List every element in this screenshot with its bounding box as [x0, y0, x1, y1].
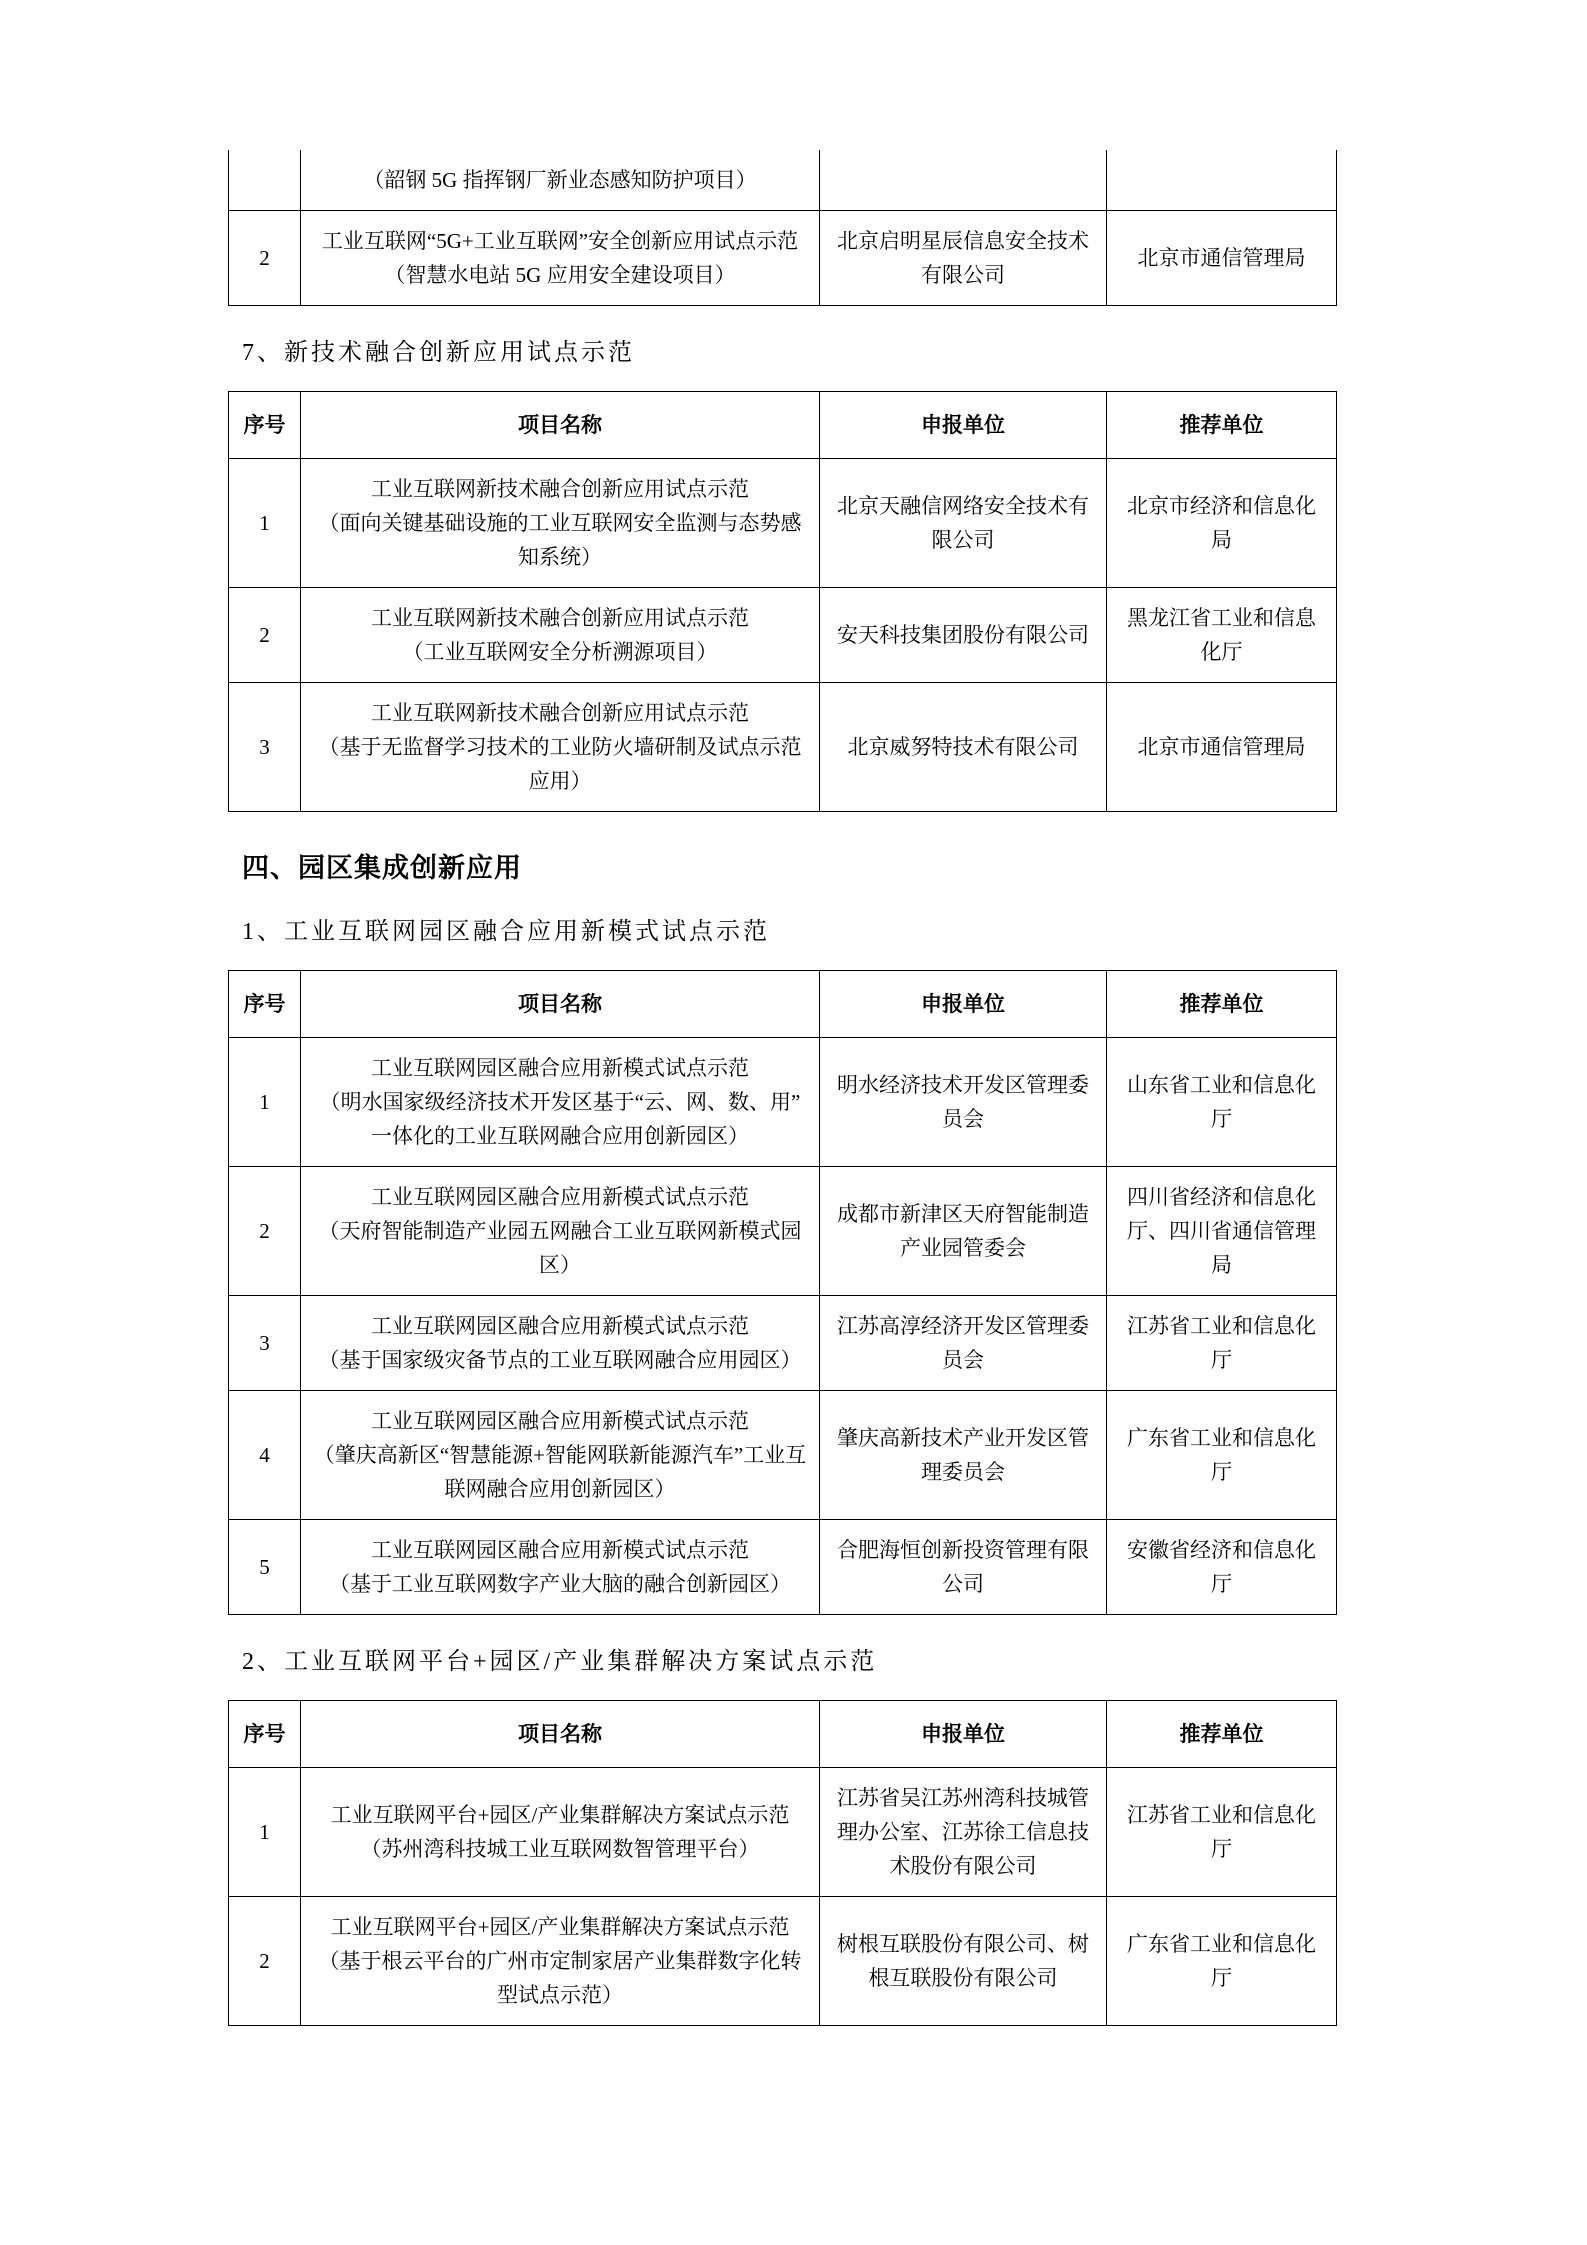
project-name-line: 工业互联网新技术融合创新应用试点示范 — [371, 477, 749, 501]
table-row — [229, 588, 1337, 683]
recommender-cell: 四川省经济和信息化厅、四川省通信管理局 — [1107, 1167, 1337, 1296]
table-row — [229, 211, 1337, 306]
recommender-cell: 安徽省经济和信息化厅 — [1107, 1520, 1337, 1615]
table-row — [229, 1296, 1337, 1391]
project-name-cell — [301, 1520, 820, 1615]
table-row — [229, 150, 1337, 211]
row-number-cell: 1 — [229, 459, 301, 588]
project-name-line: 工业互联网园区融合应用新模式试点示范 — [371, 1185, 749, 1209]
row-number-cell: 2 — [229, 1897, 301, 2026]
project-name-line: 工业互联网“5G+工业互联网”安全创新应用试点示范 — [321, 229, 799, 253]
recommender-cell: 广东省工业和信息化厅 — [1107, 1391, 1337, 1520]
applicant-cell: 树根互联股份有限公司、树根互联股份有限公司 — [820, 1897, 1107, 2026]
column-header: 申报单位 — [820, 1701, 1107, 1768]
table-row — [229, 1391, 1337, 1520]
project-name-line: 工业互联网新技术融合创新应用试点示范 — [371, 606, 749, 630]
column-header: 推荐单位 — [1107, 1701, 1337, 1768]
section-heading-park-integration: 四、园区集成创新应用 — [242, 853, 522, 883]
project-name-line: （工业互联网安全分析溯源项目） — [402, 640, 718, 664]
project-name-line: （天府智能制造产业园五网融合工业互联网新模式园区） — [318, 1219, 802, 1277]
table-header-row — [229, 971, 1337, 1038]
recommender-cell: 山东省工业和信息化厅 — [1107, 1038, 1337, 1167]
table-container-park-fusion — [228, 970, 1337, 1615]
subsection-heading-park-fusion: 1、工业互联网园区融合应用新模式试点示范 — [242, 919, 770, 945]
table-container-new-tech — [228, 391, 1337, 812]
table-row — [229, 459, 1337, 588]
row-number-cell: 2 — [229, 1167, 301, 1296]
platform-park-cluster-table — [228, 1700, 1337, 2026]
project-name-cell — [301, 211, 820, 306]
table-header-row — [229, 392, 1337, 459]
column-header: 推荐单位 — [1107, 392, 1337, 459]
column-header: 序号 — [229, 392, 301, 459]
row-number-cell: 1 — [229, 1038, 301, 1167]
project-name-cell — [301, 1897, 820, 2026]
applicant-cell: 江苏高淳经济开发区管理委员会 — [820, 1296, 1107, 1391]
project-name-line: （基于无监督学习技术的工业防火墙研制及试点示范应用） — [318, 735, 802, 793]
project-name-line: （面向关键基础设施的工业互联网安全监测与态势感知系统） — [318, 511, 802, 569]
table-container-platform-cluster — [228, 1700, 1337, 2026]
table-container-security-5g — [228, 150, 1337, 306]
project-name-line: （肇庆高新区“智慧能源+智能网联新能源汽车”工业互联网融合应用创新园区） — [313, 1443, 807, 1501]
table-row — [229, 1768, 1337, 1897]
project-name-cell — [301, 588, 820, 683]
applicant-cell: 江苏省吴江苏州湾科技城管理办公室、江苏徐工信息技术股份有限公司 — [820, 1768, 1107, 1897]
row-number-cell: 3 — [229, 1296, 301, 1391]
row-number-cell: 2 — [229, 588, 301, 683]
project-name-line: （基于国家级灾备节点的工业互联网融合应用园区） — [318, 1348, 802, 1372]
project-name-cell — [301, 683, 820, 812]
row-number-cell: 1 — [229, 1768, 301, 1897]
project-name-cell — [301, 1167, 820, 1296]
project-name-line: （韶钢 5G 指挥钢厂新业态感知防护项目） — [363, 168, 757, 192]
applicant-cell: 北京启明星辰信息安全技术有限公司 — [820, 211, 1107, 306]
applicant-cell: 肇庆高新技术产业开发区管理委员会 — [820, 1391, 1107, 1520]
project-name-line: 工业互联网园区融合应用新模式试点示范 — [371, 1538, 749, 1562]
park-fusion-new-mode-table — [228, 970, 1337, 1615]
recommender-cell — [1107, 150, 1337, 211]
row-number-cell — [229, 150, 301, 211]
applicant-cell: 北京威努特技术有限公司 — [820, 683, 1107, 812]
table-row — [229, 1167, 1337, 1296]
applicant-cell — [820, 150, 1107, 211]
applicant-cell: 成都市新津区天府智能制造产业园管委会 — [820, 1167, 1107, 1296]
applicant-cell: 安天科技集团股份有限公司 — [820, 588, 1107, 683]
project-name-line: 工业互联网园区融合应用新模式试点示范 — [371, 1409, 749, 1433]
recommender-cell: 北京市通信管理局 — [1107, 211, 1337, 306]
project-name-line: 工业互联网园区融合应用新模式试点示范 — [371, 1314, 749, 1338]
security-5g-table-continued — [228, 150, 1337, 306]
subsection-heading-platform-cluster: 2、工业互联网平台+园区/产业集群解决方案试点示范 — [242, 1649, 878, 1675]
row-number-cell: 2 — [229, 211, 301, 306]
column-header: 序号 — [229, 971, 301, 1038]
subsection-heading-new-tech: 7、新技术融合创新应用试点示范 — [242, 340, 635, 366]
row-number-cell: 4 — [229, 1391, 301, 1520]
applicant-cell: 合肥海恒创新投资管理有限公司 — [820, 1520, 1107, 1615]
project-name-cell — [301, 1768, 820, 1897]
table-row — [229, 683, 1337, 812]
column-header: 申报单位 — [820, 392, 1107, 459]
column-header: 申报单位 — [820, 971, 1107, 1038]
column-header: 项目名称 — [301, 1701, 820, 1768]
recommender-cell: 广东省工业和信息化厅 — [1107, 1897, 1337, 2026]
project-name-line: 工业互联网平台+园区/产业集群解决方案试点示范 — [330, 1915, 790, 1939]
applicant-cell: 明水经济技术开发区管理委员会 — [820, 1038, 1107, 1167]
project-name-line: （基于工业互联网数字产业大脑的融合创新园区） — [329, 1572, 791, 1596]
column-header: 项目名称 — [301, 392, 820, 459]
table-header-row — [229, 1701, 1337, 1768]
applicant-cell: 北京天融信网络安全技术有限公司 — [820, 459, 1107, 588]
row-number-cell: 5 — [229, 1520, 301, 1615]
project-name-line: （苏州湾科技城工业互联网数智管理平台） — [360, 1837, 760, 1861]
project-name-cell — [301, 1296, 820, 1391]
project-name-line: 工业互联网平台+园区/产业集群解决方案试点示范 — [330, 1803, 790, 1827]
new-tech-fusion-table — [228, 391, 1337, 812]
recommender-cell: 江苏省工业和信息化厅 — [1107, 1296, 1337, 1391]
project-name-cell — [301, 459, 820, 588]
recommender-cell: 北京市通信管理局 — [1107, 683, 1337, 812]
project-name-line: （基于根云平台的广州市定制家居产业集群数字化转型试点示范） — [318, 1949, 802, 2007]
project-name-line: 工业互联网新技术融合创新应用试点示范 — [371, 701, 749, 725]
recommender-cell: 黑龙江省工业和信息化厅 — [1107, 588, 1337, 683]
project-name-cell — [301, 1038, 820, 1167]
project-name-line: （智慧水电站 5G 应用安全建设项目） — [384, 263, 736, 287]
recommender-cell: 北京市经济和信息化局 — [1107, 459, 1337, 588]
project-name-line: （明水国家级经济技术开发区基于“云、网、数、用”一体化的工业互联网融合应用创新园区） — [319, 1090, 801, 1148]
column-header: 序号 — [229, 1701, 301, 1768]
project-name-cell — [301, 150, 820, 211]
row-number-cell: 3 — [229, 683, 301, 812]
recommender-cell: 江苏省工业和信息化厅 — [1107, 1768, 1337, 1897]
project-name-cell — [301, 1391, 820, 1520]
column-header: 项目名称 — [301, 971, 820, 1038]
column-header: 推荐单位 — [1107, 971, 1337, 1038]
table-row — [229, 1038, 1337, 1167]
table-row — [229, 1897, 1337, 2026]
table-row — [229, 1520, 1337, 1615]
project-name-line: 工业互联网园区融合应用新模式试点示范 — [371, 1056, 749, 1080]
